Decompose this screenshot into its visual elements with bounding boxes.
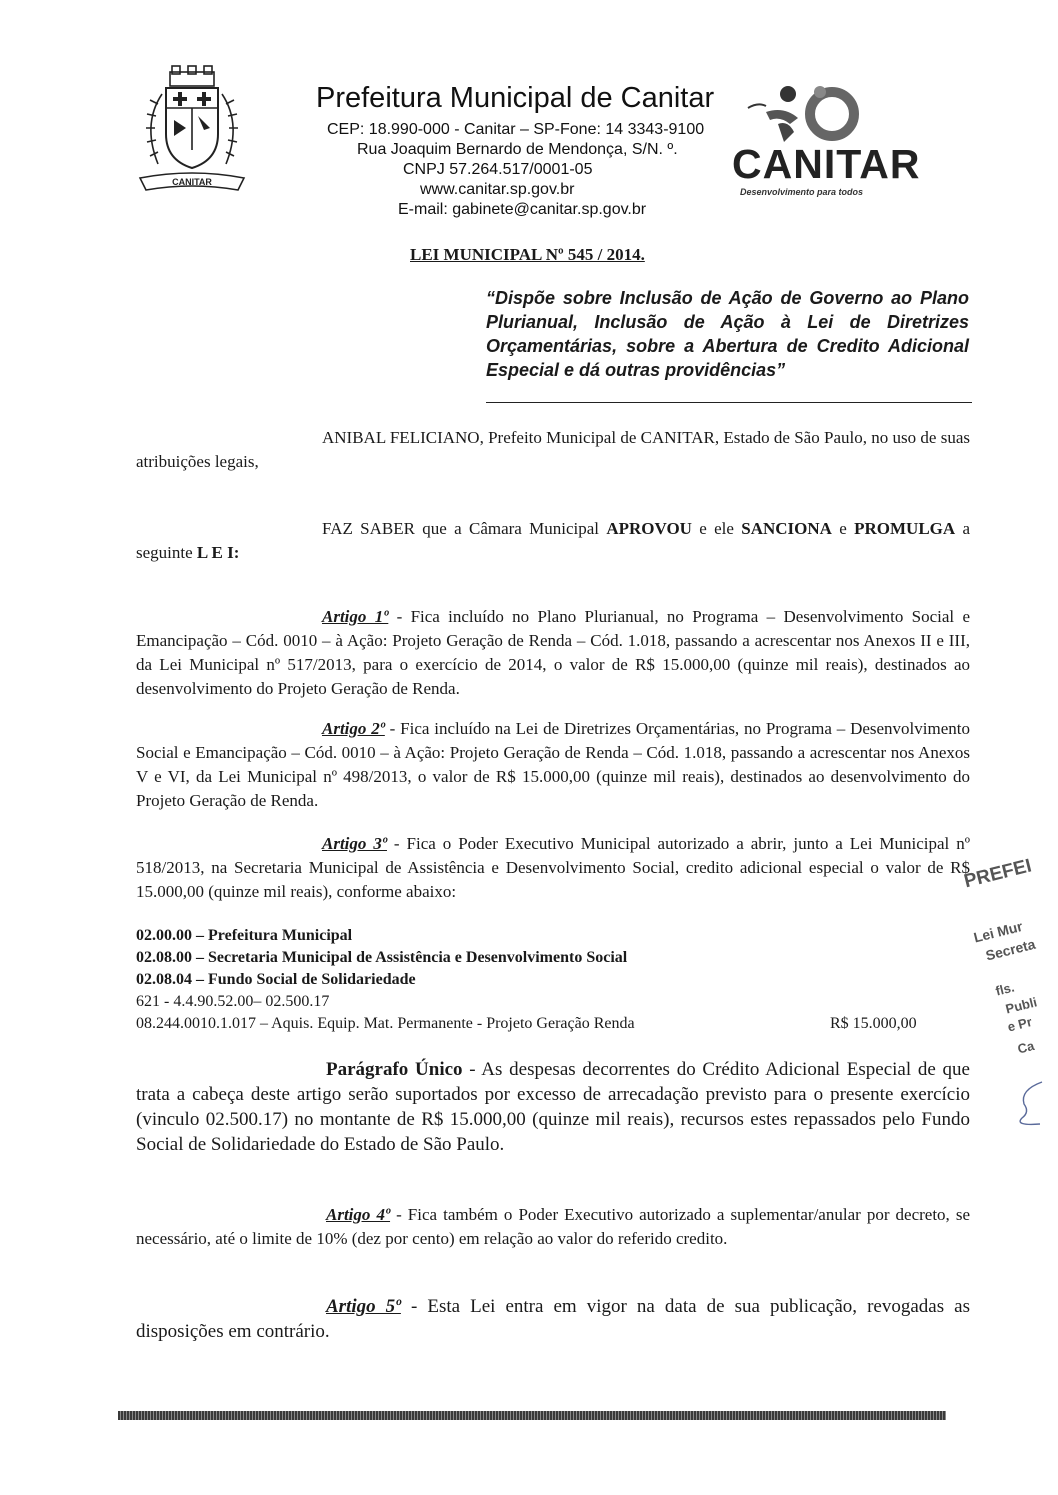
logo-tagline: Desenvolvimento para todos <box>740 187 864 197</box>
article-2-label: Artigo 2º <box>322 719 385 738</box>
faz-saber-text: e ele <box>691 519 742 538</box>
preamble-faz-saber <box>136 517 970 565</box>
paragrafo-unico-label: Parágrafo Único <box>326 1059 463 1080</box>
article-3-text: - Fica o Poder Executivo Municipal autorizado a abrir, junto a Lei Municipal nº 518/2013, na Secretaria Municipal de Assistência e Desenvolvimento Social, credito adicional especial o valor de R$ 15.000,00 (quinze mil reais), conforme abaixo: <box>136 834 970 901</box>
article-3 <box>136 832 970 904</box>
stamp-line: e Pr <box>1006 1014 1034 1035</box>
municipal-crest-emblem <box>132 64 252 204</box>
stamp-line: PREFEI <box>962 855 1034 893</box>
lei-word: L E I: <box>196 543 240 562</box>
article-5 <box>136 1294 970 1344</box>
faz-saber-text: e <box>831 519 855 538</box>
org-title: Prefeitura Municipal de Canitar <box>316 82 715 114</box>
article-1-label: Artigo 1º <box>322 607 389 626</box>
faz-saber-text: a seguinte <box>136 519 971 562</box>
budget-line-secretaria: 02.08.00 – Secretaria Municipal de Assistência e Desenvolvimento Social <box>136 949 628 966</box>
article-4 <box>136 1203 970 1251</box>
paragrafo-unico <box>136 1057 970 1157</box>
header-cnpj: CNPJ 57.264.517/0001-05 <box>403 161 593 178</box>
stamp-line: Publi <box>1004 994 1039 1017</box>
article-5-label: Artigo 5º <box>326 1296 401 1317</box>
budget-amount: R$ 15.000,00 <box>830 1015 917 1032</box>
article-2 <box>136 717 970 813</box>
header-cep-phone: CEP: 18.990-000 - Canitar – SP-Fone: 14 3343-9100 <box>327 121 705 138</box>
stamp-line: Ca <box>1016 1037 1036 1057</box>
header-address: Rua Joaquim Bernardo de Mendonça, S/N. º. <box>357 141 678 158</box>
logo-wordmark: CANITAR <box>732 141 921 187</box>
handwritten-signature-mark <box>1010 1076 1050 1132</box>
preamble-mayor <box>136 426 970 474</box>
stamp-line: Lei Mur <box>972 917 1025 946</box>
article-2-text: - Fica incluído na Lei de Diretrizes Orçamentárias, no Programa – Desenvolvimento Social e Emancipação – Cód. 0010 – à Ação: Projeto Geração de Renda – Cód. 1.018, passando a acrescentar nos Anexos V e VI, da Lei Municipal nº 498/2013, o valor de R$ 15.000,00 (quinze mil reais), destinados ao desenvolvimento do Projeto Geração de Renda. <box>136 719 970 810</box>
crest-ribbon-label: CANITAR <box>172 177 212 187</box>
summary-divider <box>486 402 972 403</box>
paragrafo-unico-text: - As despesas decorrentes do Crédito Adicional Especial de que trata a cabeça deste artigo serão suportados por excesso de arrecadação previsto para o presente exercício (vinculo 02.500.17) no montante de R$ 15.000,00 (quinze mil reais), recursos estes repassados pelo Fundo Social de Solidariedade do Estado de São Paulo. <box>136 1059 970 1155</box>
article-3-label: Artigo 3º <box>322 834 387 853</box>
budget-line-code: 621 - 4.4.90.52.00– 02.500.17 <box>136 993 330 1010</box>
faz-saber-text: FAZ SABER que a Câmara Municipal <box>322 519 607 538</box>
law-title: LEI MUNICIPAL Nº 545 / 2014. <box>410 245 645 264</box>
budget-line-prefeitura: 02.00.00 – Prefeitura Municipal <box>136 927 353 944</box>
header-website: www.canitar.sp.gov.br <box>420 181 575 198</box>
stamp-line: fls. <box>994 979 1016 999</box>
law-summary: “Dispõe sobre Inclusão de Ação de Governo ao Plano Plurianual, Inclusão de Ação à Lei de Diretrizes Orçamentárias, sobre a Abertura de Credito Adicional Especial e dá outras providências” <box>486 288 969 380</box>
aprovou-word: APROVOU <box>606 519 692 538</box>
budget-line-fundo: 02.08.04 – Fundo Social de Solidariedade <box>136 971 416 988</box>
budget-line-action: 08.244.0010.1.017 – Aquis. Equip. Mat. Permanente - Projeto Geração Renda <box>136 1015 635 1032</box>
preamble-mayor-text: ANIBAL FELICIANO, Prefeito Municipal de CANITAR, Estado de São Paulo, no uso de suas atribuições legais, <box>136 428 970 471</box>
article-1 <box>136 605 970 701</box>
article-4-text: - Fica também o Poder Executivo autorizado a suplementar/anular por decreto, se necessário, até o limite de 10% (dez por cento) em relação ao valor do referido credito. <box>136 1205 971 1248</box>
article-1-text: - Fica incluído no Plano Plurianual, no Programa – Desenvolvimento Social e Emancipação – Cód. 0010 – à Ação: Projeto Geração de Renda – Cód. 1.018, passando a acrescentar nos Anexos II e III, da Lei Municipal nº 517/2013, para o exercício de 2014, o valor de R$ 15.000,00 (quinze mil reais), destinados ao desenvolvimento do Projeto Geração de Renda. <box>136 607 971 698</box>
sanciona-word: SANCIONA <box>741 519 832 538</box>
header-email: E-mail: gabinete@canitar.sp.gov.br <box>398 201 647 218</box>
stamp-line: Secreta <box>984 935 1037 964</box>
page-footer-bar <box>118 1411 946 1420</box>
promulga-word: PROMULGA <box>854 519 956 538</box>
article-4-label: Artigo 4º <box>326 1205 391 1224</box>
article-5-text: - Esta Lei entra em vigor na data de sua publicação, revogadas as disposições em contrário. <box>136 1296 971 1342</box>
